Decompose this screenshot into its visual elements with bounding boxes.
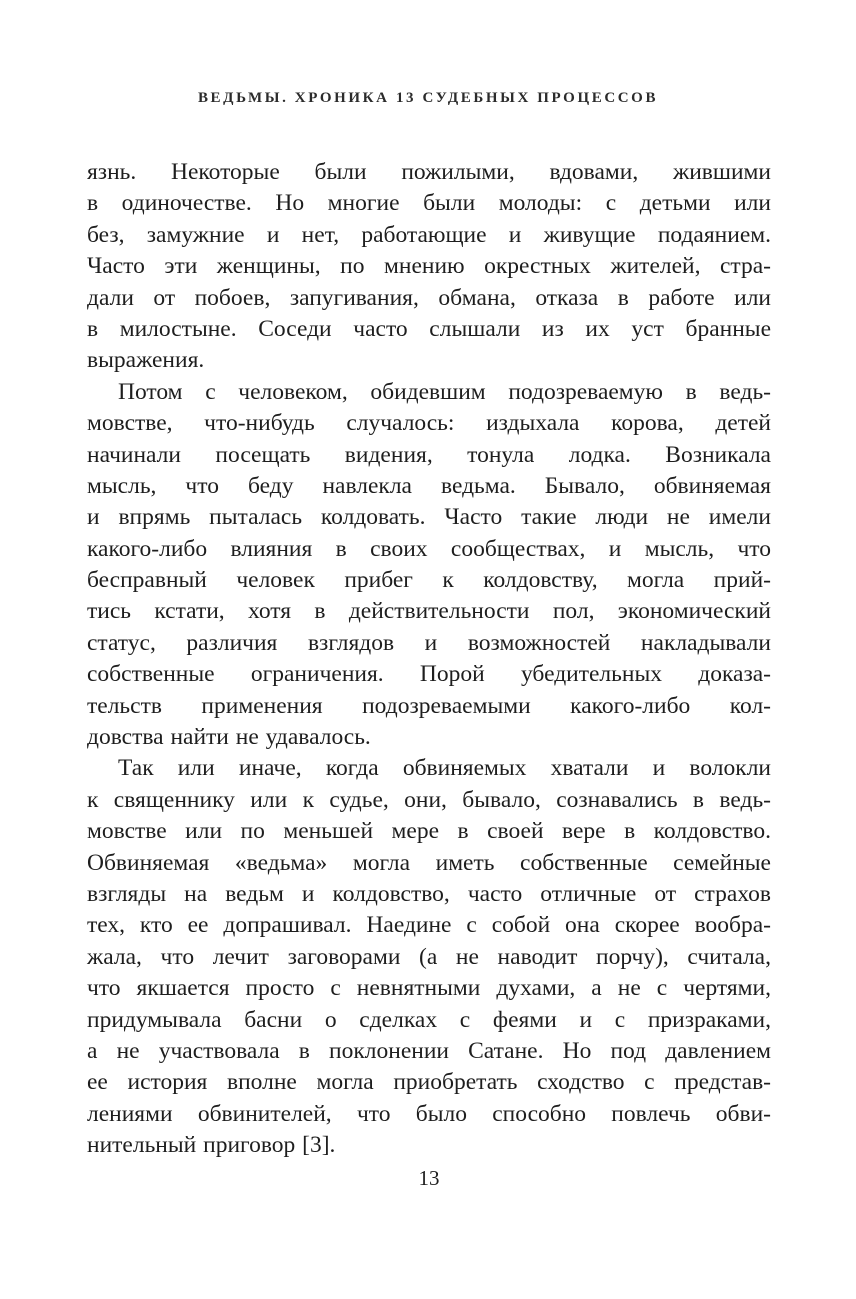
text-line: ее история вполне могла приобретать сходство с представ- (87, 1069, 771, 1096)
text-line: без, замужние и нет, работающие и живущие подаянием. (87, 221, 771, 248)
text-line: в милостыне. Соседи часто слышали из их уст бранные (87, 315, 771, 342)
text-line: Обвиняемая «ведьма» могла иметь собственные семейные (87, 849, 771, 876)
text-line: мовстве, что-нибудь случалось: издыхала корова, детей (87, 410, 771, 437)
text-paragraph (87, 377, 771, 754)
text-line: собственные ограничения. Порой убедительных доказа- (87, 661, 771, 688)
text-line: мысль, что беду навлекла ведьма. Бывало, обвиняемая (87, 472, 771, 499)
text-line: взгляды на ведьм и колдовство, часто отличные от страхов (87, 880, 771, 907)
text-line: жала, что лечит заговорами (а не наводит порчу), считала, (87, 943, 771, 970)
text-line: язнь. Некоторые были пожилыми, вдовами, жившими (87, 159, 771, 185)
text-line: тельств применения подозреваемыми какого-либо кол- (87, 692, 771, 719)
text-line: Так или иначе, когда обвиняемых хватали и волокли (118, 755, 771, 782)
running-header: ВЕДЬМЫ. ХРОНИКА 13 СУДЕБНЫХ ПРОЦЕССОВ (197, 90, 659, 106)
text-line: Часто эти женщины, по мнению окрестных жителей, стра- (87, 253, 771, 280)
text-line: бесправный человек прибег к колдовству, могла прий- (87, 567, 771, 594)
text-line: мовстве или по меньшей мере в своей вере в колдовство. (87, 818, 771, 845)
page-number-label: 13 (418, 1166, 440, 1190)
text-line: тись кстати, хотя в действительности пол, экономический (87, 598, 771, 625)
text-line: а не участвовала в поклонении Сатане. Но под давлением (87, 1037, 771, 1064)
text-line: какого-либо влияния в своих сообществах, и мысль, что (87, 535, 771, 562)
text-line: дали от побоев, запугивания, обмана, отказа в работе или (87, 284, 771, 311)
page-text (87, 157, 771, 1162)
text-line: начинали посещать видения, тонула лодка. Возникала (87, 441, 771, 468)
text-line: лениями обвинителей, что было способно повлечь обви- (87, 1100, 771, 1127)
text-line: и впрямь пыталась колдовать. Часто такие люди не имели (87, 504, 771, 531)
text-line: статус, различия взглядов и возможностей накладывали (87, 629, 771, 656)
text-line: что якшается просто с невнятными духами, а не с чертями, (87, 975, 771, 1002)
text-paragraph (87, 157, 771, 377)
text-line: к священнику или к судье, они, бывало, сознавались в ведь- (87, 786, 771, 813)
text-line: нительный приговор [3]. (87, 1132, 336, 1159)
text-line: довства найти не удавалось. (87, 724, 371, 751)
text-line: Потом с человеком, обидевшим подозреваемую в ведь- (118, 378, 771, 405)
text-line: тех, кто ее допрашивал. Наедине с собой она скорее вообра- (87, 912, 771, 939)
text-line: выражения. (87, 347, 205, 374)
text-paragraph (87, 753, 771, 1161)
text-line: в одиночестве. Но многие были молоды: с детьми или (87, 190, 771, 217)
text-line: придумывала басни о сделках с феями и с призраками, (87, 1006, 771, 1033)
